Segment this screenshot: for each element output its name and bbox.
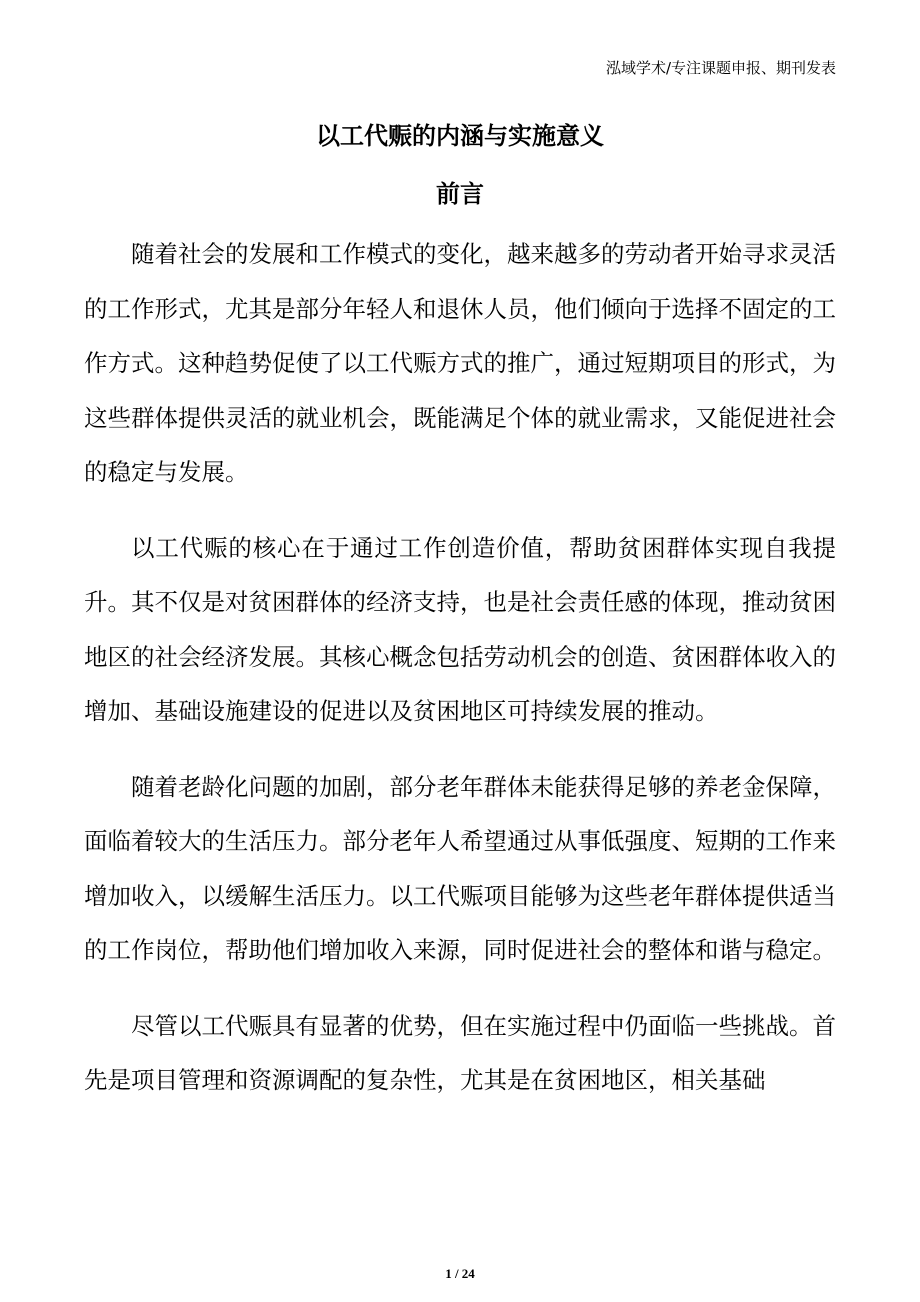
section-title: 前言 xyxy=(436,180,484,208)
header-note: 泓域学术/专注课题申报、期刊发表 xyxy=(605,59,836,77)
paragraph-1: 随着社会的发展和工作模式的变化，越来越多的劳动者开始寻求灵活的工作形式，尤其是部分年轻人和退休人员，他们倾向于选择不固定的工作方式。这种趋势促使了以工代赈方式的推广，通过短期项目的形式，为这些群体提供灵活的就业机会，既能满足个体的就业需求，又能促进社会的稳定与发展。 xyxy=(84,240,836,486)
paragraph-2: 以工代赈的核心在于通过工作创造价值，帮助贫困群体实现自我提升。其不仅是对贫困群体的经济支持，也是社会责任感的体现，推动贫困地区的社会经济发展。其核心概念包括劳动机会的创造、贫困群体收入的增加、基础设施建设的促进以及贫困地区可持续发展的推动。 xyxy=(84,533,836,725)
paragraph-3: 随着老龄化问题的加剧，部分老年群体未能获得足够的养老金保障，面临着较大的生活压力。部分老年人希望通过从事低强度、短期的工作来增加收入，以缓解生活压力。以工代赈项目能够为这些老年群体提供适当的工作岗位，帮助他们增加收入来源，同时促进社会的整体和谐与稳定。 xyxy=(84,772,836,964)
document-title: 以工代赈的内涵与实施意义 xyxy=(316,122,604,150)
paragraph-4: 尽管以工代赈具有显著的优势，但在实施过程中仍面临一些挑战。首先是项目管理和资源调配的复杂性，尤其是在贫困地区，相关基础 xyxy=(84,1011,836,1094)
page-number: 1 / 24 xyxy=(445,1266,475,1281)
document-body xyxy=(84,227,836,1129)
